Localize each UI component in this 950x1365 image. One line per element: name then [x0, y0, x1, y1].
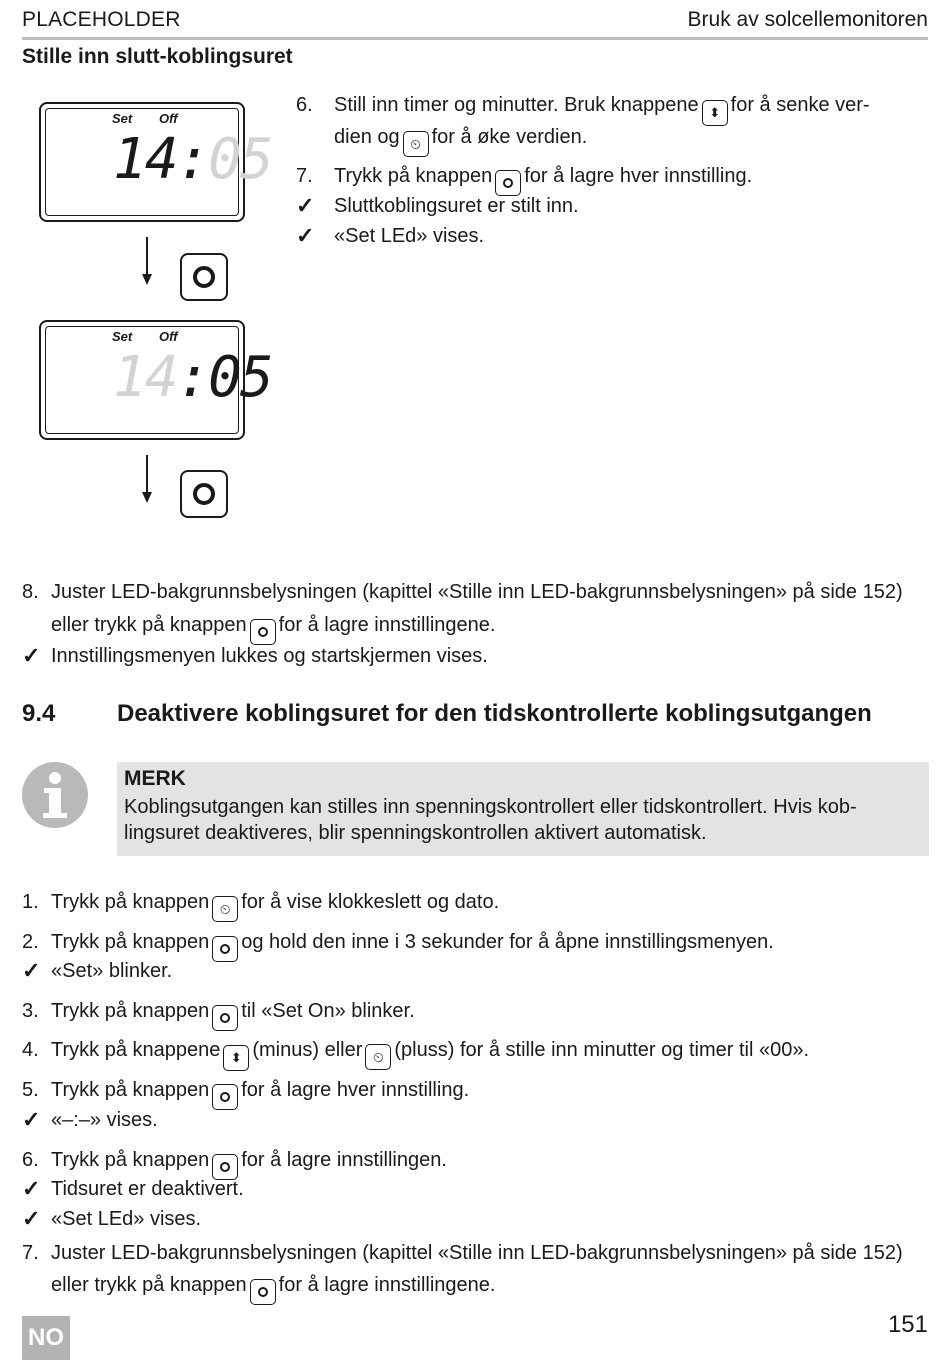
- step-number: 8.: [22, 581, 39, 603]
- ok-button-icon: [212, 936, 238, 962]
- check-icon: ✓: [22, 1206, 41, 1231]
- lcd-time: 14:05: [113, 345, 272, 410]
- step-number: 7.: [22, 1242, 39, 1264]
- section-title-9-4: Deaktivere koblingsuret for den tidskontrollerte koblingsutgangen: [117, 700, 872, 727]
- ok-button-icon: [212, 1084, 238, 1110]
- arrow-2: [146, 455, 148, 493]
- lcd-display-2: [39, 320, 272, 440]
- clock-button-icon: ⏲: [403, 131, 429, 157]
- arrow-1-head: [142, 274, 152, 285]
- section-number: 9.4: [22, 700, 56, 727]
- clock-button-icon: ⏲: [365, 1044, 391, 1070]
- section-title: Stille inn slutt-koblingsuret: [22, 45, 293, 68]
- lcd-time: 14:05: [113, 127, 272, 192]
- lcd-off-label: Off: [159, 111, 178, 126]
- up-down-button-icon: ⬍: [223, 1045, 249, 1071]
- step-number: 1.: [22, 891, 39, 913]
- step-number: 6.: [296, 94, 313, 116]
- step-number: 5.: [22, 1079, 39, 1101]
- note-title: MERK: [124, 767, 186, 790]
- check-icon: ✓: [296, 223, 315, 248]
- arrow-2-head: [142, 492, 152, 503]
- step-number: 7.: [296, 165, 313, 187]
- info-icon: [22, 762, 88, 828]
- header-left: PLACEHOLDER: [22, 8, 181, 31]
- ok-button-icon: [180, 253, 228, 301]
- step-number: 6.: [22, 1149, 39, 1171]
- check-icon: ✓: [22, 1176, 41, 1201]
- step-number: 4.: [22, 1039, 39, 1061]
- note-text: Koblingsutgangen kan stilles inn spenningskontrollert eller tidskontrollert. Hvis kob- lingsuret deaktiveres, blir spenningskontrollen aktivert automatisk.: [124, 796, 857, 844]
- step-number: 2.: [22, 931, 39, 953]
- page-number: 151: [887, 1311, 928, 1338]
- language-badge: NO: [22, 1316, 70, 1360]
- lcd-off-label: Off: [159, 329, 178, 344]
- ok-button-icon: [250, 1279, 276, 1305]
- section-9-4-heading: [22, 700, 928, 732]
- lcd-display-1: [39, 102, 272, 222]
- lcd-set-label: Set: [112, 111, 133, 126]
- check-icon: ✓: [296, 193, 315, 218]
- arrow-1: [146, 237, 148, 275]
- up-down-button-icon: ⬍: [702, 100, 728, 126]
- step-number: 3.: [22, 1000, 39, 1022]
- clock-button-icon: ⏲: [212, 896, 238, 922]
- check-icon: ✓: [22, 958, 41, 983]
- ok-button-icon: [212, 1005, 238, 1031]
- lcd-set-label: Set: [112, 329, 133, 344]
- header-rule: [22, 37, 928, 40]
- check-icon: ✓: [22, 643, 41, 668]
- header-right: Bruk av solcellemonitoren: [687, 8, 928, 31]
- check-icon: ✓: [22, 1107, 41, 1132]
- ok-button-icon: [180, 470, 228, 518]
